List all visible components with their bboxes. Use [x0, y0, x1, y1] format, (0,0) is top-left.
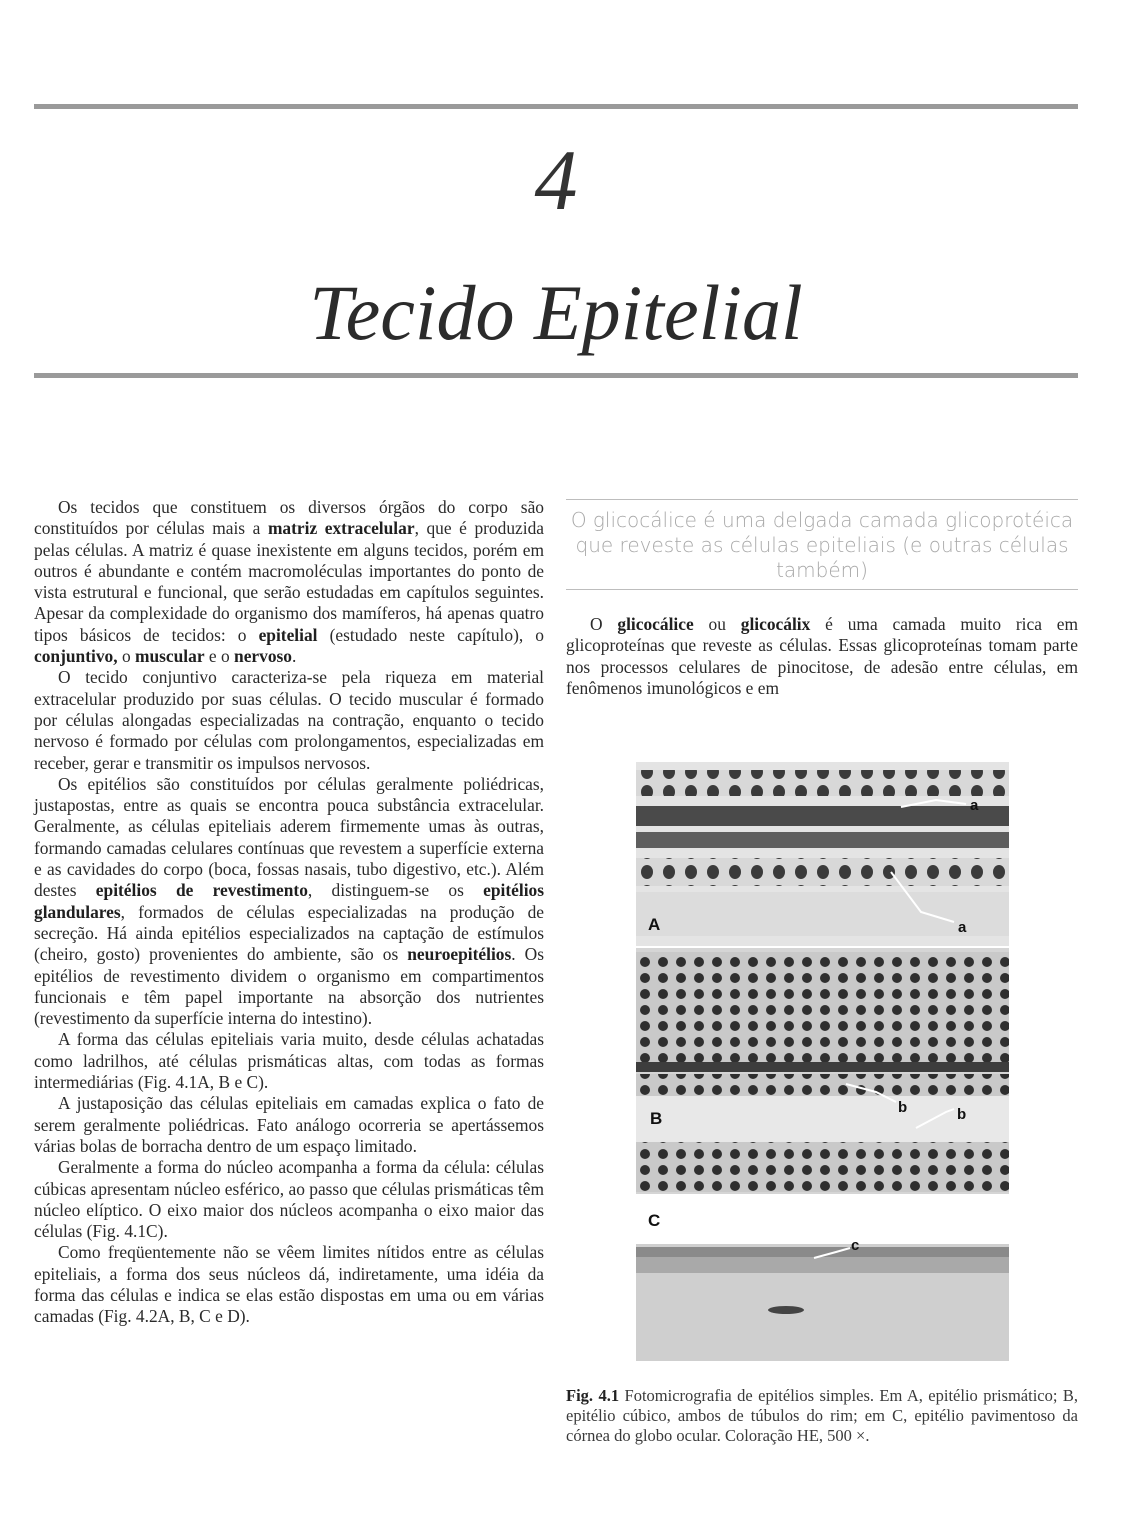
callout-box: O glicocálice é uma delgada camada glicoprotéica que reveste as células epiteliais (e outras células também) — [566, 499, 1078, 590]
paragraph: O glicocálice ou glicocálix é uma camada muito rica em glicoproteínas que reveste as células. Essas glicoproteínas tomam parte nos processos celulares de pinocitose, de adesão entre células, em fenômenos imunológicos e em — [566, 614, 1078, 698]
paragraph: Geralmente a forma do núcleo acompanha a forma da célula: células cúbicas apresentam núcleo esférico, ao passo que células prismáticas têm núcleo elíptico. O eixo maior dos núcleos acompanha o eixo maior das células (Fig. 4.1C). — [34, 1157, 544, 1242]
panel-label-c: C — [648, 1211, 661, 1230]
micrograph-figure — [636, 762, 1009, 1361]
arrow-label-b2: b — [957, 1106, 967, 1123]
caption-label: Fig. 4.1 — [566, 1386, 620, 1405]
bottom-rule — [34, 373, 1078, 378]
arrow-label-a2: a — [958, 919, 967, 936]
arrow-label-c: c — [851, 1237, 860, 1254]
chapter-title: Tecido Epitelial — [309, 269, 803, 356]
paragraph: O tecido conjuntivo caracteriza-se pela riqueza em material extracelular produzido por suas células. O tecido muscular é formado por células alongadas especializadas na contração, enquanto o tecido nervoso é formado por células com prolongamentos, especializadas em receber, gerar e transmitir os impulsos nervosos. — [34, 667, 544, 773]
paragraph: Os epitélios são constituídos por células geralmente poliédricas, justapostas, entre as quais se encontra pouca substância extracelular. Geralmente, as células epiteliais aderem firmemente umas às outras, formando camadas celulares contínuas que revestem a superfície externa e as cavidades do corpo (boca, fossas nasais, tubo digestivo, etc.). Além destes epitélios de revestimento, distinguem-se os epitélios glandulares, formados de células especializadas na produção de secreção. Há ainda epitélios especializados na captação de estímulos (cheiro, gosto) provenientes do ambiente, são os neuroepitélios. Os epitélios de revestimento dividem o organismo em compartimentos funcionais e têm papel importante na absorção dos nutrientes (revestimento da superfície interna do intestino). — [34, 773, 544, 1029]
paragraph: Os tecidos que constituem os diversos órgãos do corpo são constituídos por células mais a matriz extracelular, que é produzida pelas células. A matriz é quase inexistente em alguns tecidos, porém em outros é abundante e contém macromoléculas importantes do ponto de vista estrutural e funcional, que serão estudadas em capítulos seguintes. Apesar da complexidade do organismo dos mamíferos, há apenas quatro tipos básicos de tecidos: o epitelial (estudado neste capítulo), o conjuntivo, o muscular e o nervoso. — [34, 497, 544, 667]
chapter-number: 4 — [534, 132, 578, 228]
top-rule — [34, 104, 1078, 109]
caption-text: Fotomicrografia de epitélios simples. Em A, epitélio prismático; B, epitélio cúbico, ambos de túbulos do rim; em C, epitélio pavimentoso da córnea do globo ocular. Coloração HE, 500 ×. — [566, 1386, 1078, 1445]
left-column — [34, 497, 544, 1328]
panel-label-a: A — [648, 915, 661, 934]
arrow-label-b1: b — [898, 1099, 908, 1116]
panel-label-b: B — [650, 1109, 663, 1128]
paragraph: Como freqüentemente não se vêem limites nítidos entre as células epiteliais, a forma dos seus núcleos dá, indiretamente, uma idéia da forma das células e indica se elas estão dispostas em uma ou em várias camadas (Fig. 4.2A, B, C e D). — [34, 1242, 544, 1327]
paragraph: A forma das células epiteliais varia muito, desde células achatadas como ladrilhos, até células prismáticas altas, com todas as formas intermediárias (Fig. 4.1A, B e C). — [34, 1029, 544, 1093]
paragraph: A justaposição das células epiteliais em camadas explica o fato de serem geralmente poliédricas. Fato análogo ocorreria se apertássemos várias bolas de borracha dentro de um espaço limitado. — [34, 1093, 544, 1156]
arrow-label-a1: a — [970, 797, 979, 814]
figure-caption — [566, 1386, 1078, 1446]
right-column — [566, 614, 1078, 699]
